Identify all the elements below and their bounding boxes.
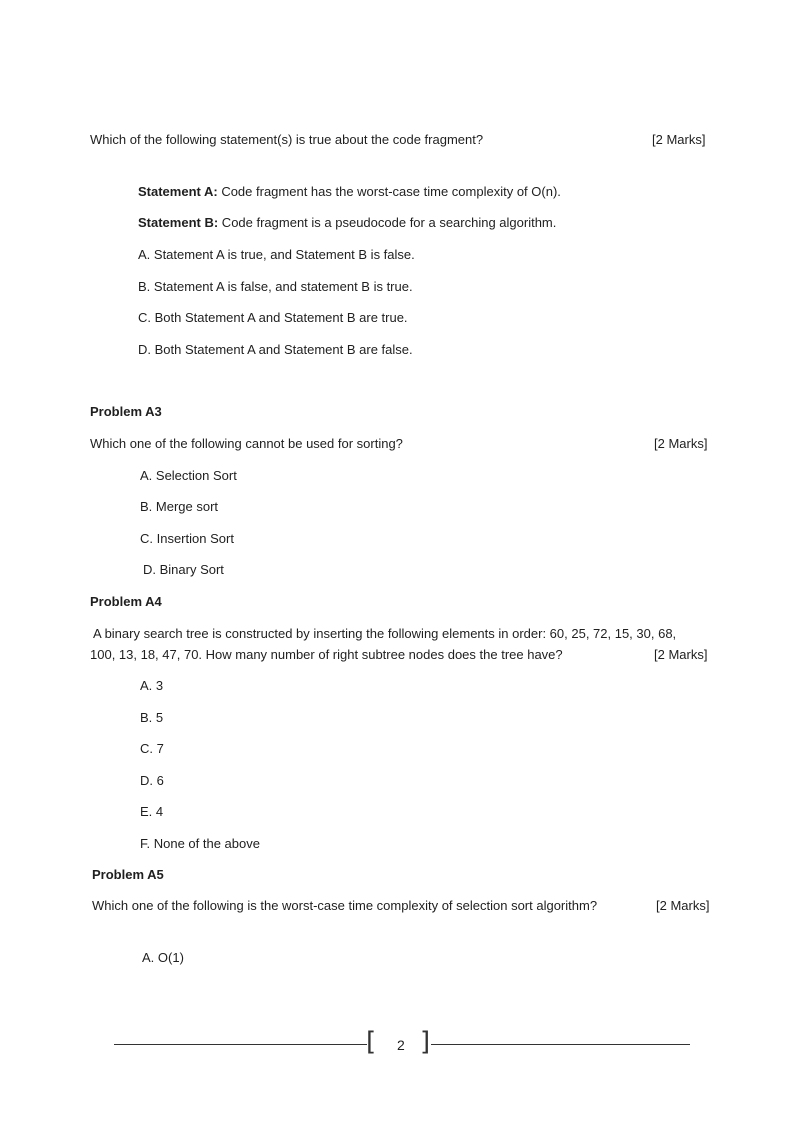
option: A. O(1) [142,950,184,965]
option: C. Both Statement A and Statement B are true. [138,310,408,325]
marks-label: [2 Marks] [654,436,708,451]
statement-label: Statement A: [138,184,218,199]
option: C. 7 [140,741,164,756]
question-text: Which one of the following is the worst-case time complexity of selection sort algorithm? [92,898,598,913]
question-text: 100, 13, 18, 47, 70. How many number of right subtree nodes does the tree have? [90,647,563,662]
page-number: 2 [397,1037,405,1053]
right-bracket-icon: ] [420,1027,431,1057]
question-text: Which of the following statement(s) is true about the code fragment? [90,132,484,147]
option: E. 4 [140,804,164,819]
option: F. None of the above [140,836,260,851]
option: B. Merge sort [140,499,219,514]
marks-label: [2 Marks] [654,647,708,662]
statement-text: Code fragment is a pseudocode for a searching algorithm. [218,215,557,230]
statement-b [138,215,556,230]
option: D. 6 [140,773,164,788]
problem-title: Problem A4 [90,594,162,609]
left-bracket-icon: [ [366,1027,377,1057]
option: A. Statement A is true, and Statement B is false. [138,247,415,262]
option: D. Binary Sort [143,562,224,577]
option: A. Selection Sort [140,468,237,483]
statement-label: Statement B: [138,215,219,230]
statement-a [138,184,561,199]
option: C. Insertion Sort [140,531,234,546]
marks-label: [2 Marks] [656,898,710,913]
footer-rule-right [431,1044,690,1045]
problem-title: Problem A3 [90,404,162,419]
option: D. Both Statement A and Statement B are false. [138,342,413,357]
option: B. 5 [140,710,164,725]
statement-text: Code fragment has the worst-case time complexity of O(n). [217,184,561,199]
option: A. 3 [140,678,164,693]
option: B. Statement A is false, and statement B is true. [138,279,413,294]
question-text: A binary search tree is constructed by inserting the following elements in order: 60, 25, 72, 15, 30, 68, [93,626,677,641]
problem-title: Problem A5 [92,867,164,882]
marks-label: [2 Marks] [652,132,706,147]
question-text: Which one of the following cannot be used for sorting? [90,436,403,451]
footer-rule-left [114,1044,367,1045]
